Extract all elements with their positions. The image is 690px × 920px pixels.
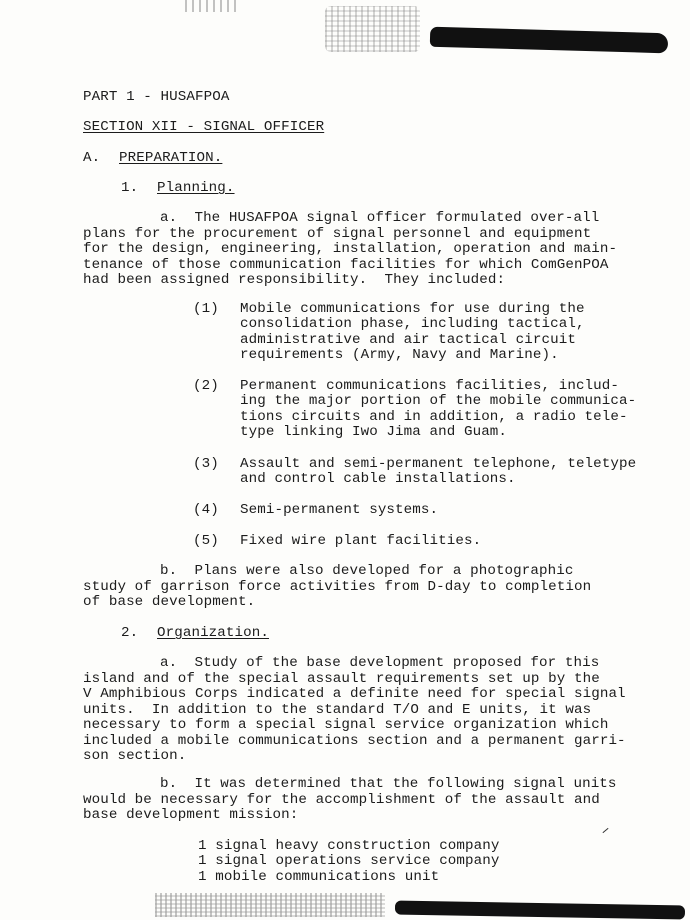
list-item-line: administrative and air tactical circuit — [240, 332, 576, 348]
paragraph-line: tenance of those communication facilities for which ComGenPOA — [83, 257, 609, 273]
paragraph-line: study of garrison force activities from D-day to completion — [83, 579, 592, 595]
part-heading: PART 1 - HUSAFPOA — [83, 89, 230, 105]
paragraph-line: son section. — [83, 748, 187, 764]
list-item-number: (5) — [193, 533, 219, 549]
unit-list-item: 1 mobile communications unit — [198, 869, 440, 885]
list-item-number: (1) — [193, 301, 219, 317]
paragraph-line: units. In addition to the standard T/O and E units, it was — [83, 702, 592, 718]
list-item-line: requirements (Army, Navy and Marine). — [240, 347, 559, 363]
paragraph-line: had been assigned responsibility. They included: — [83, 272, 506, 288]
organization-title: Organization. — [157, 625, 269, 641]
redaction-bar — [430, 27, 668, 54]
section-heading: SECTION XII - SIGNAL OFFICER — [83, 119, 325, 135]
paragraph-line: island and of the special assault requirements set up by the — [83, 671, 600, 687]
list-item-line: Fixed wire plant facilities. — [240, 533, 482, 549]
faded-stamp — [155, 893, 385, 917]
list-item-line: Mobile communications for use during the — [240, 301, 585, 317]
organization-number: 2. — [121, 625, 139, 641]
list-item-line: consolidation phase, including tactical, — [240, 316, 585, 332]
list-item-number: (4) — [193, 502, 219, 518]
list-item-number: (3) — [193, 456, 219, 472]
faded-stamp — [325, 6, 420, 52]
list-item-line: Semi-permanent systems. — [240, 502, 439, 518]
planning-title: Planning. — [157, 180, 235, 196]
paragraph-line: base development mission: — [83, 807, 299, 823]
list-item-number: (2) — [193, 378, 219, 394]
section-a-title: PREPARATION. — [119, 150, 223, 166]
paragraph-line: plans for the procurement of signal personnel and equipment — [83, 226, 592, 242]
list-item-line: Permanent communications facilities, includ- — [240, 378, 620, 394]
list-item-line: type linking Iwo Jima and Guam. — [240, 424, 508, 440]
list-item-line: and control cable installations. — [240, 471, 516, 487]
paragraph-line: b. Plans were also developed for a photographic — [160, 563, 574, 579]
pen-mark — [602, 828, 608, 833]
paragraph-line: a. The HUSAFPOA signal officer formulated over-all — [160, 210, 600, 226]
paragraph-line: of base development. — [83, 594, 256, 610]
paragraph-line: V Amphibious Corps indicated a definite need for special signal — [83, 686, 626, 702]
paragraph-line: b. It was determined that the following signal units — [160, 776, 617, 792]
unit-list-item: 1 signal operations service company — [198, 853, 500, 869]
list-item-line: ing the major portion of the mobile communica- — [240, 393, 637, 409]
paragraph-line: included a mobile communications section and a permanent garri- — [83, 733, 626, 749]
paragraph-line: for the design, engineering, installation, operation and main- — [83, 241, 618, 257]
planning-number: 1. — [121, 180, 139, 196]
unit-list-item: 1 signal heavy construction company — [198, 838, 500, 854]
list-item-line: tions circuits and in addition, a radio tele- — [240, 409, 628, 425]
section-a-label: A. — [83, 150, 101, 166]
list-item-line: Assault and semi-permanent telephone, teletype — [240, 456, 637, 472]
redaction-bar — [395, 900, 685, 919]
scan-artifact — [185, 0, 240, 12]
paragraph-line: necessary to form a special signal service organization which — [83, 717, 609, 733]
paragraph-line: a. Study of the base development proposed for this — [160, 655, 600, 671]
paragraph-line: would be necessary for the accomplishment of the assault and — [83, 792, 600, 808]
